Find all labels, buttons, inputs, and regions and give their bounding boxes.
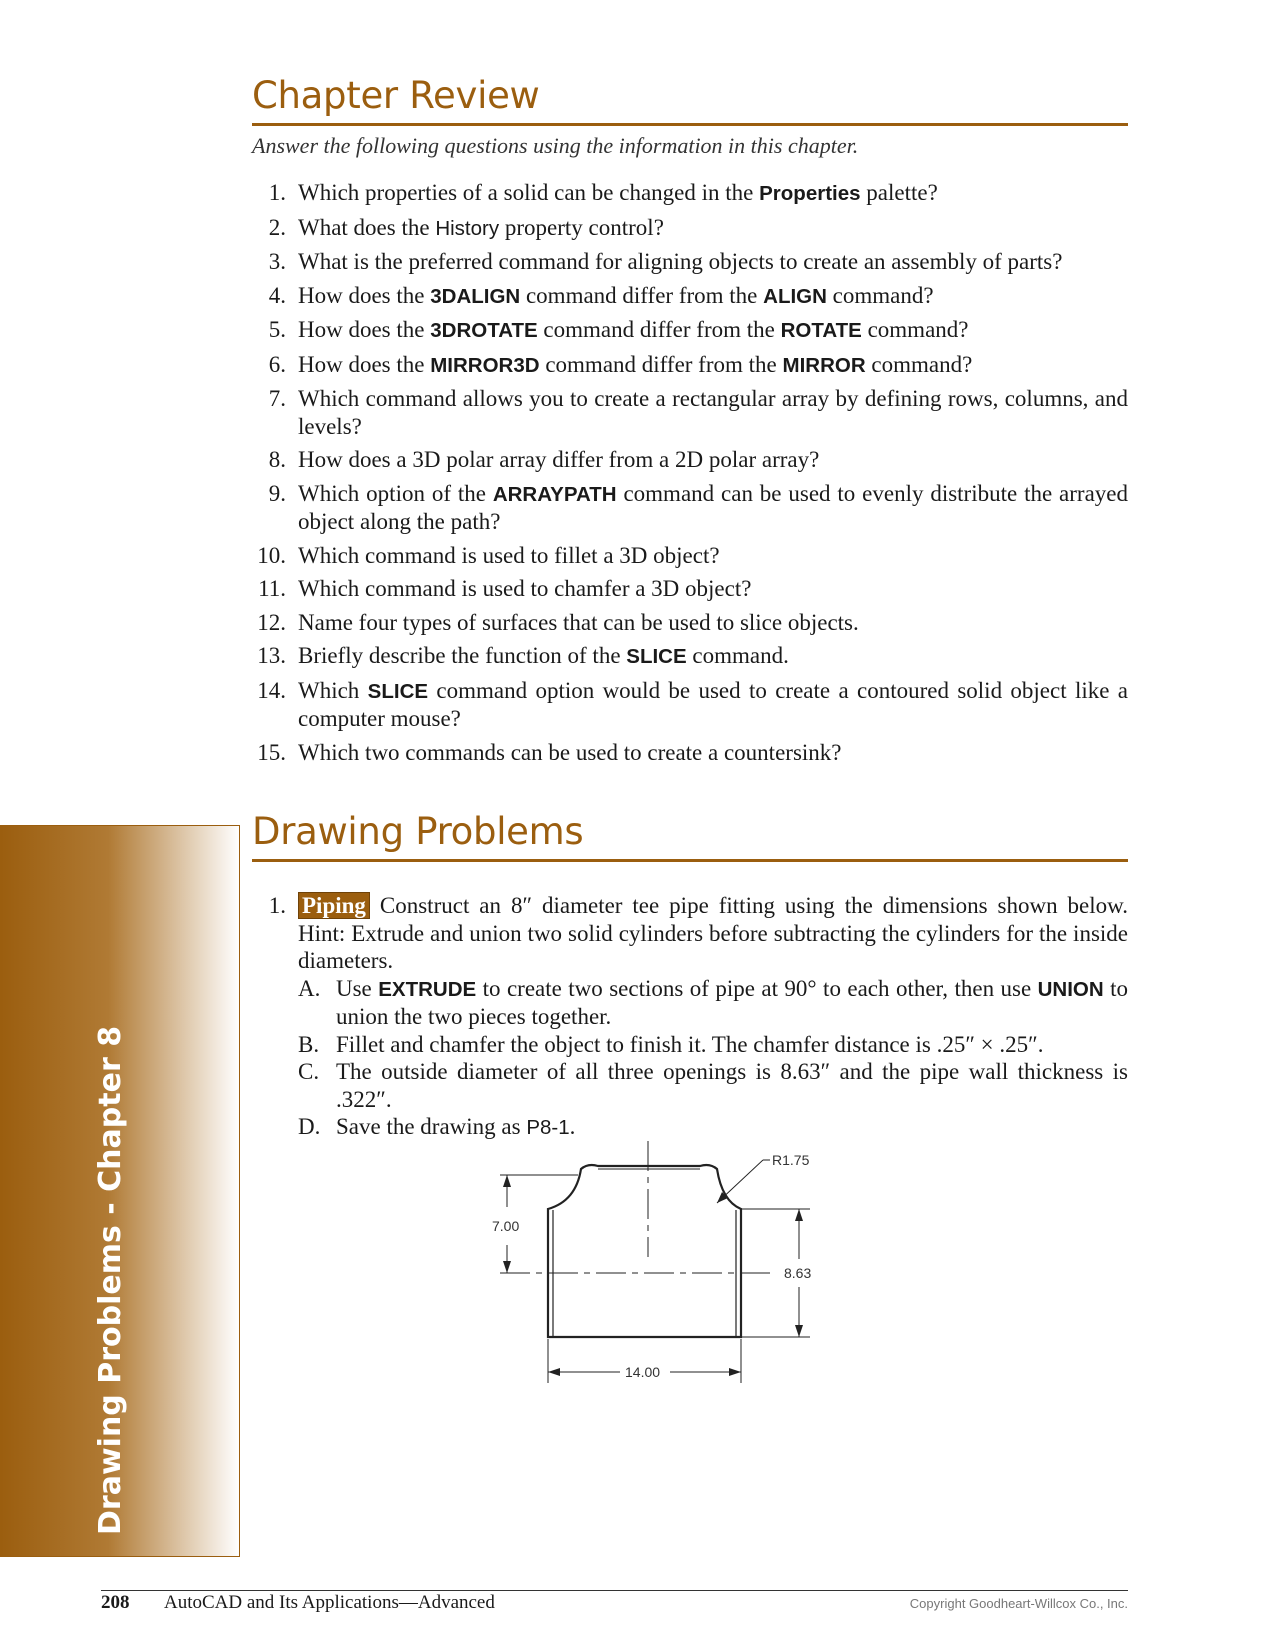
question-text: How does the <box>298 282 431 308</box>
question-number: 6. <box>268 351 286 377</box>
question-text: palette? <box>860 180 938 205</box>
review-question <box>252 282 1128 311</box>
step-text: The outside diameter of all three openings is 8.63″ and the pipe wall thickness is .322″. <box>336 1059 1128 1112</box>
step-text: to union the two pieces together. <box>336 975 1128 1029</box>
drawing-problem <box>252 892 1128 1142</box>
question-text: What does the <box>298 214 436 240</box>
review-question <box>252 214 1128 243</box>
arrowhead <box>548 1368 560 1376</box>
arrowhead <box>729 1368 741 1376</box>
question-number: 12. <box>257 609 286 635</box>
question-text: command? <box>865 351 973 377</box>
step-letter: D. <box>298 1114 321 1139</box>
question-number: 15. <box>257 739 286 765</box>
problem-number: 1. <box>268 893 286 918</box>
question-number: 11. <box>258 576 286 601</box>
footer-rule <box>101 1590 1128 1591</box>
question-text: command differ from the <box>520 282 764 308</box>
question-number: 1. <box>268 180 286 205</box>
file-name: P8-1 <box>526 1116 570 1139</box>
command-name: MIRROR <box>782 353 866 377</box>
question-text: command option would be used to create a contoured solid object like a computer mouse? <box>298 677 1129 731</box>
question-number: 4. <box>268 282 286 308</box>
step-text: Save the drawing as <box>336 1114 527 1139</box>
question-text: command? <box>861 317 969 342</box>
arrowhead <box>503 1261 511 1273</box>
question-number: 2. <box>268 214 286 240</box>
step-letter: B. <box>298 1031 320 1057</box>
question-text: command. <box>686 643 789 668</box>
dimension-label-height: 7.00 <box>492 1218 520 1234</box>
drawing-problem-list <box>252 892 1128 1142</box>
question-text: command can be used to evenly distribute the arrayed object along the path? <box>298 480 1128 534</box>
command-name: ROTATE <box>780 319 862 342</box>
property-name: History <box>435 216 500 240</box>
command-name: MIRROR3D <box>430 353 540 377</box>
review-question <box>252 248 1128 276</box>
step-letter: C. <box>298 1059 320 1084</box>
question-number: 5. <box>268 317 286 342</box>
tee-fitting-drawing <box>492 1145 860 1407</box>
review-question <box>252 739 1128 767</box>
question-number: 9. <box>268 480 286 506</box>
question-text: command? <box>826 282 934 308</box>
command-name: SLICE <box>367 679 429 703</box>
book-title: AutoCAD and Its Applications—Advanced <box>164 1592 495 1613</box>
question-text: What is the preferred command for aligning objects to create an assembly of parts? <box>298 249 1063 274</box>
review-question-list <box>252 179 1128 772</box>
problem-step <box>298 975 1128 1031</box>
page-number: 208 <box>101 1592 130 1613</box>
step-text: Use <box>336 975 379 1001</box>
problem-step <box>298 1113 1128 1142</box>
copyright-notice: Copyright Goodheart-Willcox Co., Inc. <box>909 1596 1128 1611</box>
review-question <box>252 446 1128 474</box>
review-question <box>252 179 1128 208</box>
question-text: Which <box>298 677 368 703</box>
question-text: property control? <box>499 214 664 240</box>
command-name: SLICE <box>626 645 687 668</box>
command-name: 3DALIGN <box>430 284 521 308</box>
problem-text: Construct an 8″ diameter tee pipe fitting using the dimensions shown below. Hint: Extrude and union two solid cylinders before subtracting the cylinders for the inside diameters. <box>298 893 1128 973</box>
tee-outline <box>548 1165 741 1337</box>
arrowhead <box>795 1209 803 1221</box>
question-text: Which command is used to chamfer a 3D object? <box>298 576 752 601</box>
chapter-review-rule <box>252 123 1128 126</box>
step-letter: A. <box>298 975 321 1001</box>
question-text: command differ from the <box>537 317 781 342</box>
command-name: ALIGN <box>763 284 827 308</box>
arrowhead <box>795 1325 803 1337</box>
dimension-label-width: 14.00 <box>625 1364 661 1380</box>
review-question <box>252 316 1128 345</box>
question-text: Which properties of a solid can be changed in the <box>298 180 760 205</box>
question-text: Name four types of surfaces that can be used to slice objects. <box>298 609 859 635</box>
question-number: 3. <box>268 249 286 274</box>
question-text: How does the <box>298 317 431 342</box>
question-number: 8. <box>268 447 286 472</box>
question-text: Which command is used to fillet a 3D object? <box>298 542 720 568</box>
problem-step <box>298 1058 1128 1113</box>
question-text: Which command allows you to create a rectangular array by defining rows, columns, and levels? <box>298 386 1128 439</box>
question-text: Briefly describe the function of the <box>298 643 627 668</box>
question-number: 14. <box>257 677 286 703</box>
review-question <box>252 351 1128 380</box>
review-question <box>252 609 1128 637</box>
review-question <box>252 575 1128 603</box>
dimension-label-radius: R1.75 <box>772 1152 810 1168</box>
arrowhead <box>503 1175 511 1187</box>
review-question <box>252 480 1128 536</box>
drawing-problems-rule <box>252 859 1128 862</box>
sidebar-label: Drawing Problems - Chapter 8 <box>93 1025 128 1535</box>
command-name: Properties <box>759 182 861 205</box>
question-number: 13. <box>257 643 286 668</box>
problem-step <box>298 1031 1128 1059</box>
review-question <box>252 542 1128 570</box>
command-name: ARRAYPATH <box>492 482 617 506</box>
drawing-problems-heading: Drawing Problems <box>252 810 584 853</box>
review-question <box>252 642 1128 671</box>
question-text: Which two commands can be used to create a countersink? <box>298 739 842 765</box>
step-text: Fillet and chamfer the object to finish it. The chamfer distance is .25″ × .25″. <box>336 1031 1044 1057</box>
question-number: 10. <box>257 542 286 568</box>
question-text: How does a 3D polar array differ from a 2D polar array? <box>298 447 820 472</box>
problem-steps <box>298 975 1128 1142</box>
question-number: 7. <box>268 386 286 411</box>
step-text: to create two sections of pipe at 90° to each other, then use <box>476 975 1038 1001</box>
question-text: How does the <box>298 351 431 377</box>
chapter-review-intro: Answer the following questions using the information in this chapter. <box>252 133 859 158</box>
dimension-label-diameter: 8.63 <box>784 1265 812 1281</box>
command-name: EXTRUDE <box>378 977 477 1001</box>
chapter-review-heading: Chapter Review <box>252 74 540 117</box>
question-text: Which option of the <box>298 480 493 506</box>
piping-badge: Piping <box>298 892 370 919</box>
review-question <box>252 385 1128 440</box>
question-text: command differ from the <box>539 351 783 377</box>
command-name: 3DROTATE <box>430 319 538 342</box>
step-text: . <box>569 1114 576 1139</box>
review-question <box>252 677 1128 733</box>
command-name: UNION <box>1037 977 1104 1001</box>
